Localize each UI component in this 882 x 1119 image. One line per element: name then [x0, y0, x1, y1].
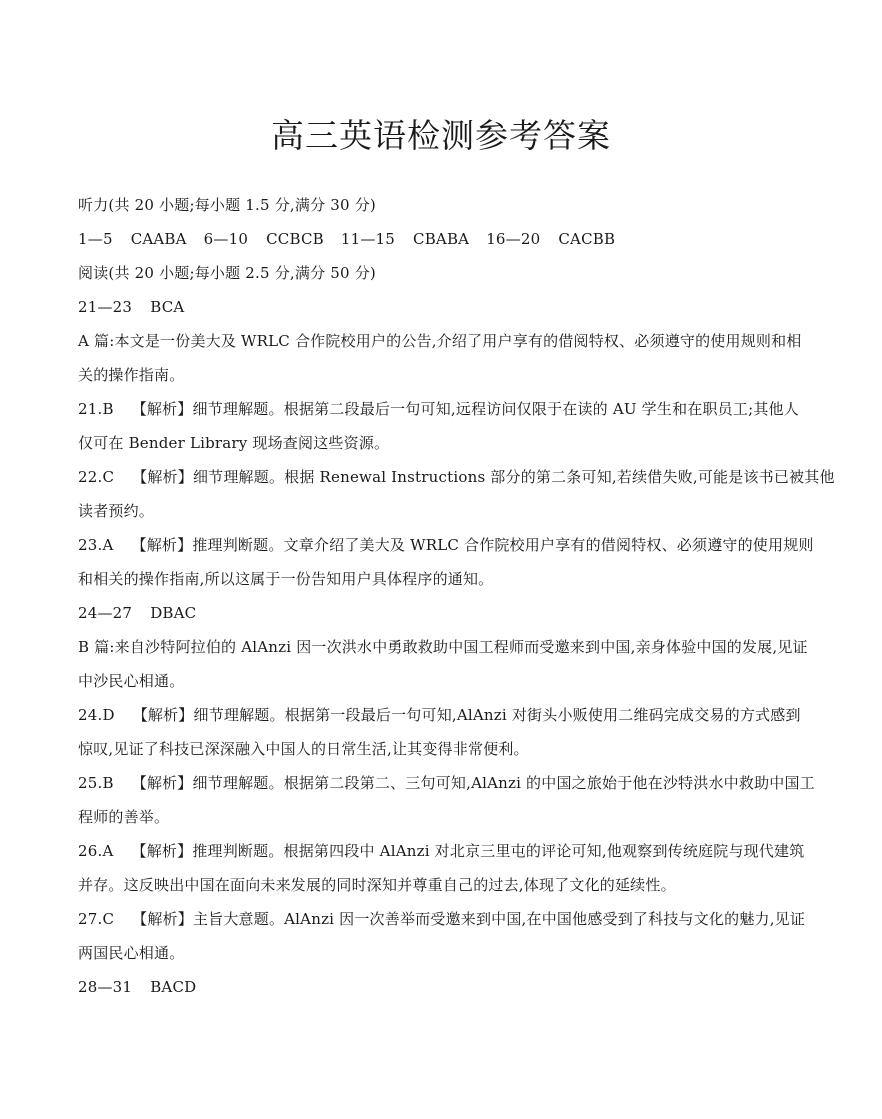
passage-b-summary: B 篇:来自沙特阿拉伯的 AlAnzi 因一次洪水中勇敢救助中国工程师而受邀来到中国,亲身体验中国的发展,见证: [78, 638, 808, 656]
listening-answers: [78, 229, 813, 249]
explanation-text: 读者预约。: [78, 502, 155, 520]
question-number: 23.A: [78, 536, 114, 554]
answer-range: 21—23: [78, 298, 133, 316]
answer-range: 28—31: [78, 978, 133, 996]
analysis-tag: 【解析】: [131, 536, 193, 554]
answer-keys: CBABA: [413, 230, 470, 248]
answer-keys: CACBB: [558, 230, 616, 248]
explanation-text: 细节理解题。根据第一段最后一句可知,AlAnzi 对街头小贩使用二维码完成交易的方式感到: [193, 706, 801, 724]
passage-b-summary: 中沙民心相通。: [78, 672, 185, 690]
reading-header: 阅读(共 20 小题;每小题 2.5 分,满分 50 分): [78, 264, 376, 282]
analysis-tag: 【解析】: [131, 842, 193, 860]
explanation-text: 推理判断题。文章介绍了美大及 WRLC 合作院校用户享有的借阅特权、必须遵守的使用规则: [192, 536, 814, 554]
question-number: 26.A: [78, 842, 114, 860]
explanation-24: [78, 705, 813, 725]
explanation-text: 和相关的操作指南,所以这属于一份告知用户具体程序的通知。: [78, 570, 494, 588]
explanation-text: 并存。这反映出中国在面向未来发展的同时深知并尊重自己的过去,体现了文化的延续性。: [78, 876, 676, 894]
question-number: 21.B: [78, 400, 114, 418]
explanation-23: [78, 535, 813, 555]
analysis-tag: 【解析】: [131, 400, 193, 418]
explanation-text: 细节理解题。根据第二段最后一句可知,远程访问仅限于在读的 AU 学生和在职员工;其他人: [192, 400, 799, 418]
explanation-text: 仅可在 Bender Library 现场查阅这些资源。: [78, 434, 390, 452]
analysis-tag: 【解析】: [131, 774, 193, 792]
explanation-text: 细节理解题。根据第二段第二、三句可知,AlAnzi 的中国之旅始于他在沙特洪水中救助中国工: [192, 774, 815, 792]
analysis-tag: 【解析】: [132, 910, 193, 928]
answer-keys: DBAC: [150, 604, 197, 622]
question-number: 27.C: [78, 910, 115, 928]
explanation-26: [78, 841, 813, 861]
answer-range: 6—10: [203, 230, 249, 248]
explanation-text: 推理判断题。根据第四段中 AlAnzi 对北京三里屯的评论可知,他观察到传统庭院与现代建筑: [192, 842, 805, 860]
answer-range: 1—5: [78, 230, 113, 248]
passage-a-summary: 关的操作指南。: [78, 366, 185, 384]
explanation-text: 程师的善举。: [78, 808, 170, 826]
question-number: 24.D: [78, 706, 115, 724]
explanation-text: 惊叹,见证了科技已深深融入中国人的日常生活,让其变得非常便利。: [78, 740, 529, 758]
explanation-text: 细节理解题。根据 Renewal Instructions 部分的第二条可知,若续借失败,可能是该书已被其他: [192, 468, 835, 486]
passage-a-summary: A 篇:本文是一份美大及 WRLC 合作院校用户的公告,介绍了用户享有的借阅特权、必须遵守的使用规则和相: [78, 332, 802, 350]
answer-group-24-27: [78, 603, 813, 623]
explanation-22: [78, 467, 835, 487]
answer-keys: CCBCB: [266, 230, 324, 248]
listening-header: 听力(共 20 小题;每小题 1.5 分,满分 30 分): [78, 196, 376, 214]
answer-keys: CAABA: [130, 230, 187, 248]
page-title: 高三英语检测参考答案: [271, 116, 611, 155]
question-number: 25.B: [78, 774, 114, 792]
answer-keys: BACD: [150, 978, 197, 996]
analysis-tag: 【解析】: [132, 706, 194, 724]
explanation-text: 主旨大意题。AlAnzi 因一次善举而受邀来到中国,在中国他感受到了科技与文化的魅力,见证: [192, 910, 806, 928]
explanation-27: [78, 909, 813, 929]
analysis-tag: 【解析】: [132, 468, 193, 486]
answer-range: 24—27: [78, 604, 133, 622]
question-number: 22.C: [78, 468, 115, 486]
answer-group-28-31: [78, 977, 813, 997]
explanation-25: [78, 773, 813, 793]
explanation-21: [78, 399, 813, 419]
answer-keys: BCA: [150, 298, 185, 316]
answer-range: 11—15: [340, 230, 396, 248]
answer-range: 16—20: [486, 230, 541, 248]
answer-group-21-23: [78, 297, 813, 317]
explanation-text: 两国民心相通。: [78, 944, 185, 962]
